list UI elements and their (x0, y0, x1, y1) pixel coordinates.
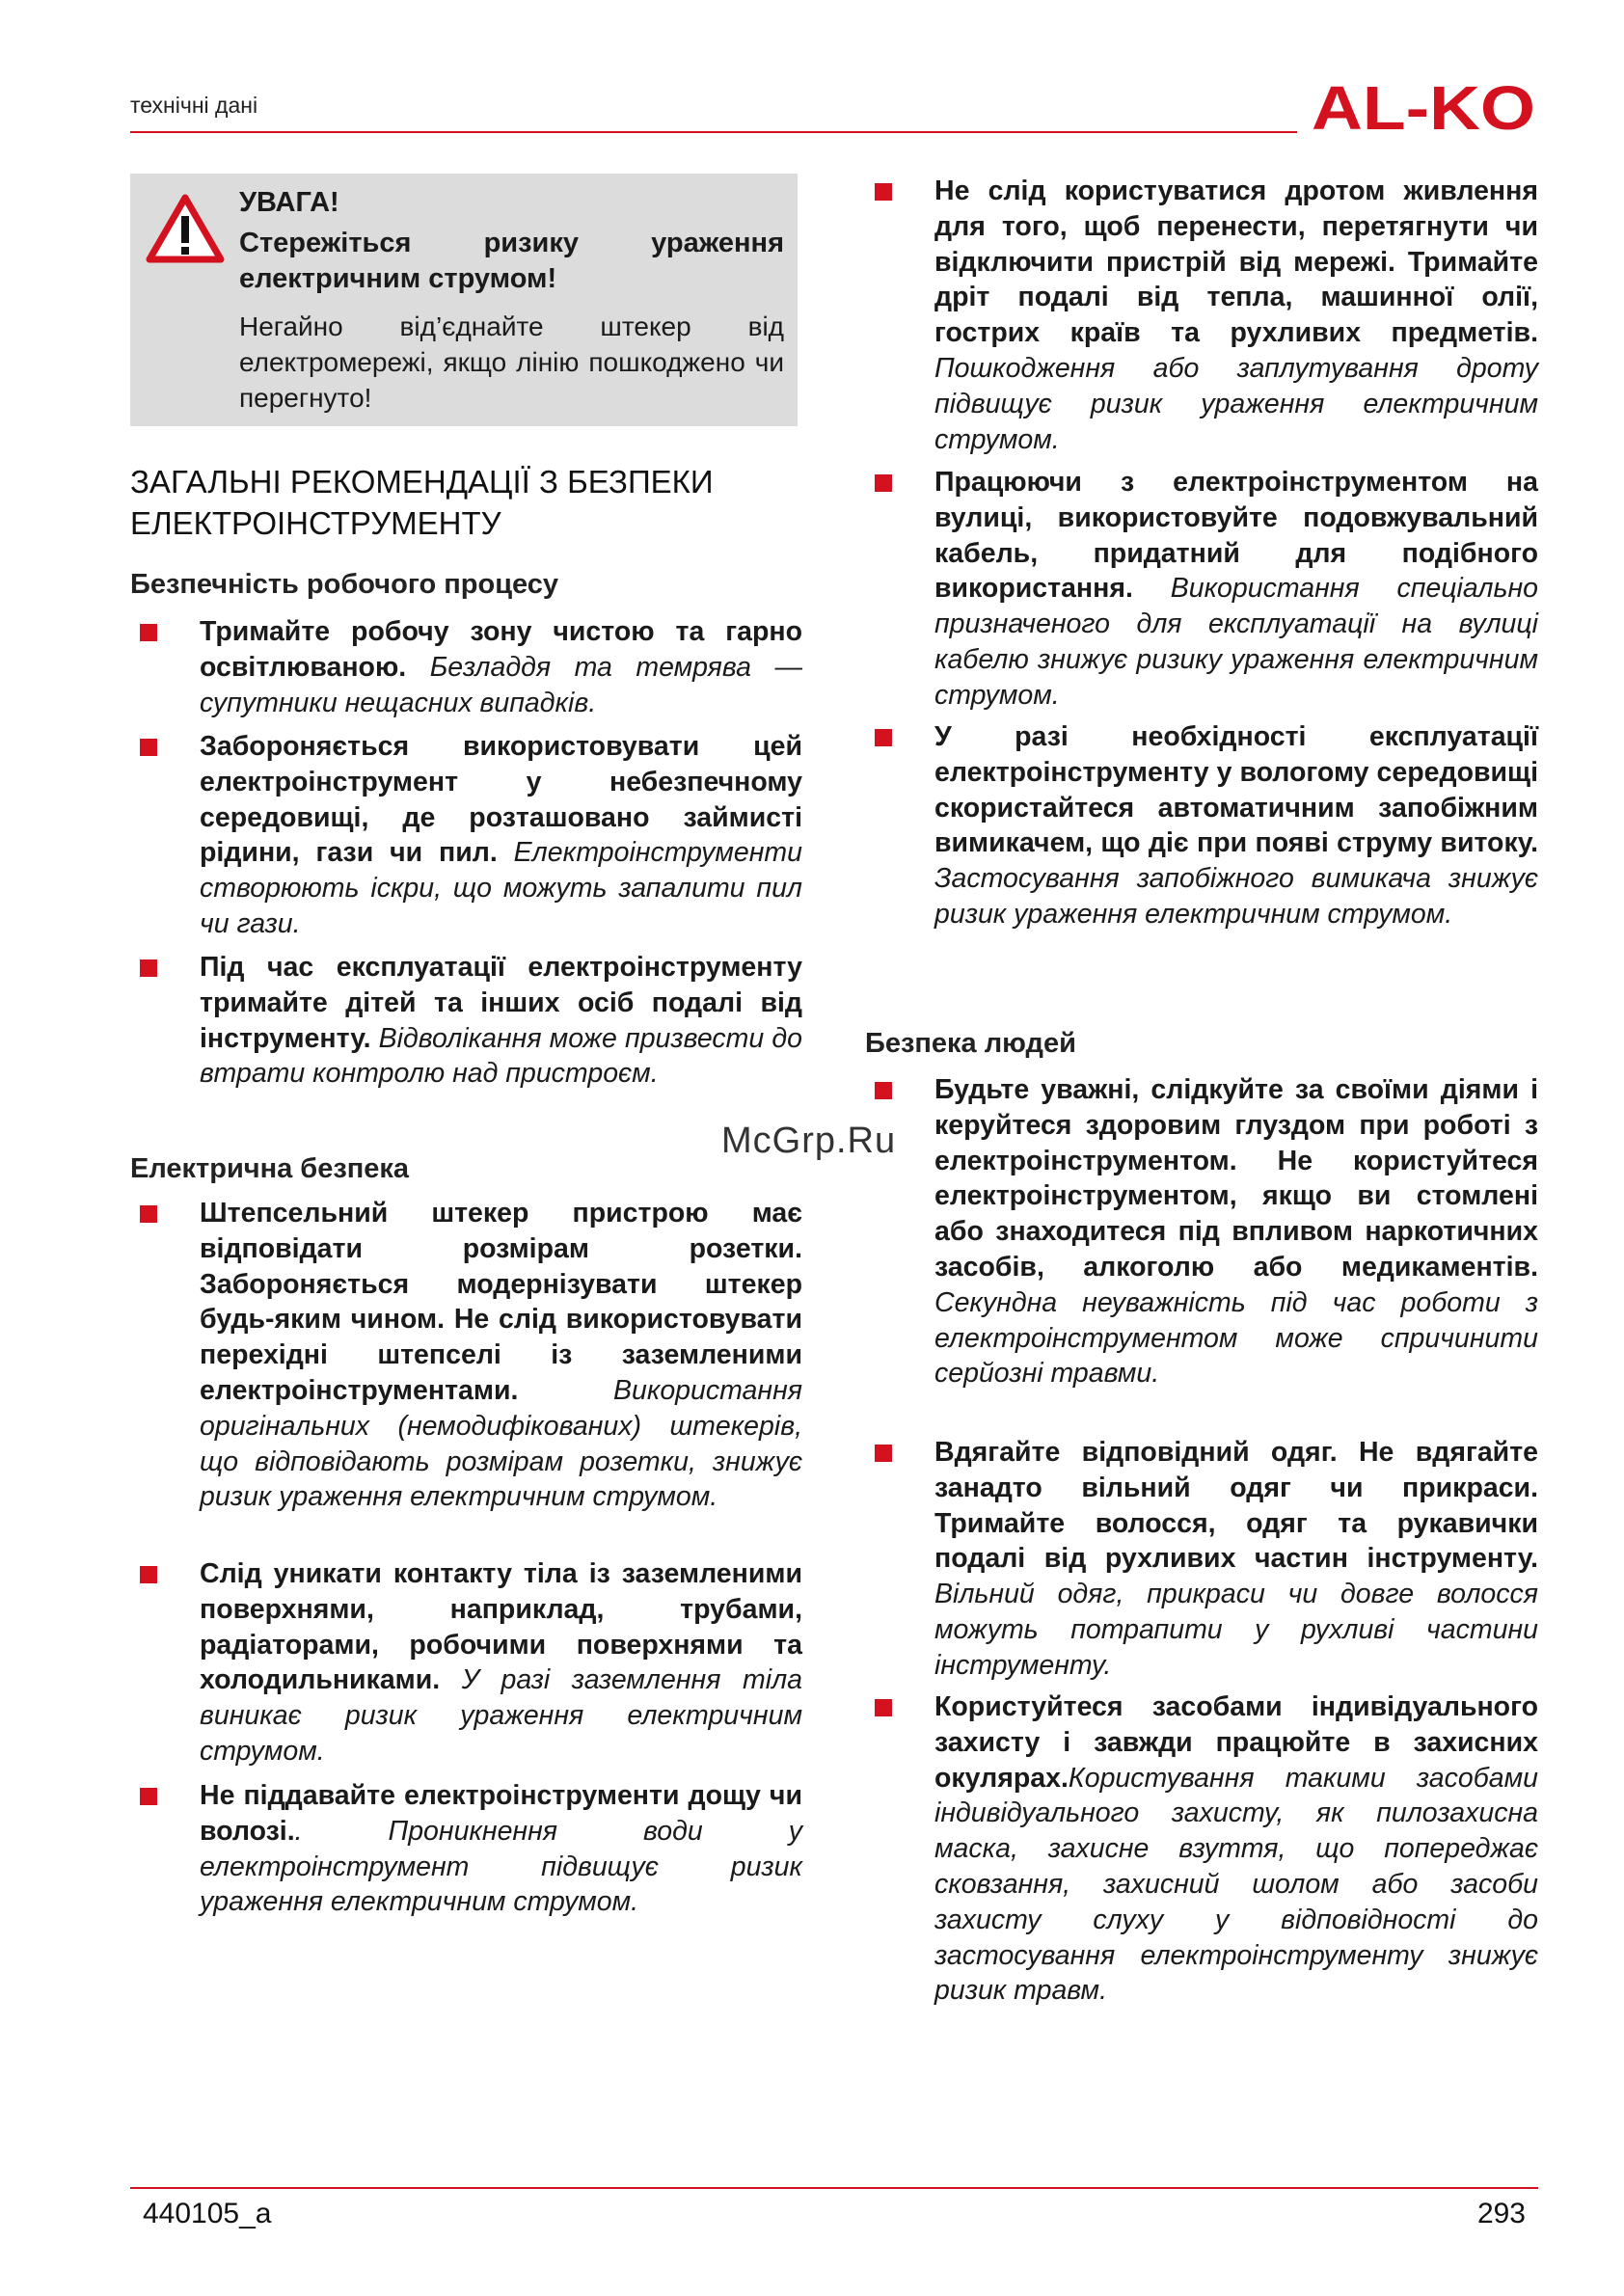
workplace-heading: Безпечність робочого процесу (130, 569, 559, 600)
bullet-square-icon (140, 1566, 157, 1583)
warning-subtitle: Стережіться ризику ураження електричним струмом! (239, 228, 784, 294)
bullet-square-icon (875, 1082, 892, 1099)
warning-body: Негайно від’єднайте штекер від електромережі, якщо лінію пошкоджено чи перегнуто! (239, 311, 784, 413)
bullet-square-icon (875, 474, 892, 492)
warning-triangle-icon (146, 193, 225, 264)
header-section-label: технічні дані (130, 93, 258, 118)
bullet-square-icon (140, 959, 157, 977)
warning-box (130, 174, 798, 426)
warning-title: УВАГА! (239, 187, 339, 218)
bullet-square-icon (875, 1445, 892, 1462)
people-heading: Безпека людей (865, 1028, 1076, 1059)
bullet-square-icon (875, 183, 892, 201)
page-number: 293 (1476, 2198, 1526, 2229)
watermark: McGrp.Ru (721, 1121, 897, 1161)
section-title: ЗАГАЛЬНІ РЕКОМЕНДАЦІЇ З БЕЗПЕКИ ЕЛЕКТРОІНСТРУМЕНТУ (130, 464, 714, 541)
bullet-square-icon (140, 739, 157, 756)
footer-divider (130, 2187, 1538, 2189)
header-divider (130, 131, 1297, 133)
alko-logo (1312, 75, 1537, 137)
document-code: 440105_a (143, 2198, 272, 2229)
bullet-square-icon (140, 624, 157, 641)
electrical-heading: Електрична безпека (130, 1153, 410, 1184)
bullet-square-icon (875, 1699, 892, 1716)
svg-text:AL-KO: AL-KO (1312, 75, 1535, 137)
bullet-square-icon (875, 729, 892, 746)
bullet-square-icon (140, 1788, 157, 1805)
bullet-square-icon (140, 1205, 157, 1223)
